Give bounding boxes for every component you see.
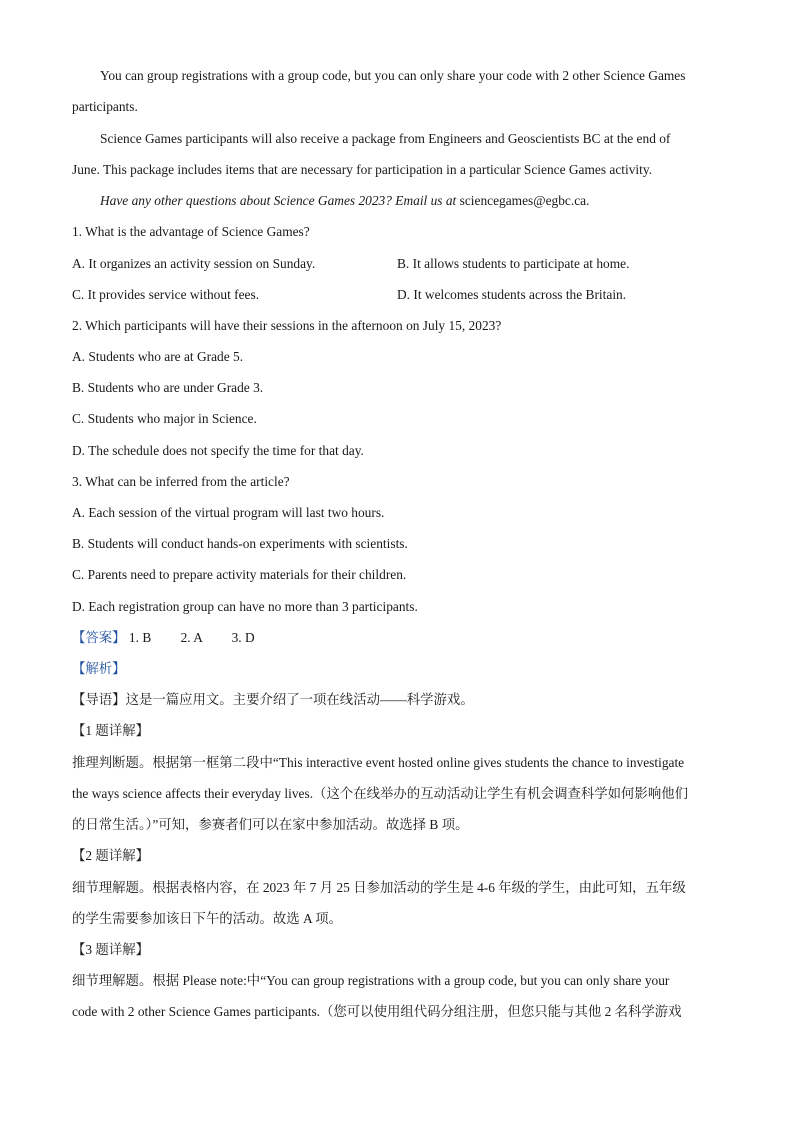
q2-detail-line: 的学生需要参加该日下午的活动。故选 A 项。 xyxy=(72,911,343,926)
option-d: D. It welcomes students across the Britain. xyxy=(397,287,627,302)
answer-item: 2. A xyxy=(180,630,203,645)
answer-label: 【答案】 xyxy=(72,630,126,645)
q1-detail-line: the ways science affects their everyday lives.（这个在线举办的互动活动让学生有机会调查科学如何影响他们 xyxy=(72,786,688,801)
answer-row xyxy=(72,629,255,647)
option-c: C. Parents need to prepare activity materials for their children. xyxy=(72,567,407,582)
passage-italic-text: Have any other questions about Science Games 2023? Email us at xyxy=(100,193,457,208)
guide-row xyxy=(72,691,474,709)
q1-detail-label: 【1 题详解】 xyxy=(72,723,149,738)
q3-detail-line: 细节理解题。根据 Please note:中“You can group registrations with a group code, but you can only share your xyxy=(72,973,670,988)
passage-line xyxy=(100,192,589,210)
answer-item: 3. D xyxy=(231,630,255,645)
q1-detail-line: 的日常生活。）”可知，参赛者们可以在家中参加活动。故选择 B 项。 xyxy=(72,817,469,832)
passage-line: Science Games participants will also receive a package from Engineers and Geoscientists BC at the end of xyxy=(100,131,671,146)
guide-text: 这是一篇应用文。主要介绍了一项在线活动——科学游戏。 xyxy=(125,692,474,707)
question-stem: 1. What is the advantage of Science Games? xyxy=(72,224,310,239)
option-a: A. It organizes an activity session on Sunday. xyxy=(72,256,316,271)
passage-line: June. This package includes items that are necessary for participation in a particular Science Games activity. xyxy=(72,162,653,177)
q2-detail-line: 细节理解题。根据表格内容，在 2023 年 7 月 25 日参加活动的学生是 4-6 年级的学生，由此可知，五年级 xyxy=(72,880,686,895)
option-b: B. Students who are under Grade 3. xyxy=(72,380,264,395)
q1-detail-line: 推理判断题。根据第一框第二段中“This interactive event hosted online gives students the chance to investigate xyxy=(72,755,685,770)
q2-detail-label: 【2 题详解】 xyxy=(72,848,149,863)
passage-line: participants. xyxy=(72,99,138,114)
q3-detail-line: code with 2 other Science Games participants.（您可以使用组代码分组注册，但您只能与其他 2 名科学游戏 xyxy=(72,1004,682,1019)
q3-detail-label: 【3 题详解】 xyxy=(72,942,149,957)
option-d: D. The schedule does not specify the time for that day. xyxy=(72,443,364,458)
option-a: A. Students who are at Grade 5. xyxy=(72,349,244,364)
option-b: B. It allows students to participate at home. xyxy=(397,256,630,271)
email-link[interactable]: sciencegames@egbc.ca. xyxy=(459,193,590,208)
option-a: A. Each session of the virtual program will last two hours. xyxy=(72,505,385,520)
option-c: C. Students who major in Science. xyxy=(72,411,257,426)
answer-item: 1. B xyxy=(128,630,152,645)
option-c: C. It provides service without fees. xyxy=(72,287,260,302)
question-stem: 2. Which participants will have their sessions in the afternoon on July 15, 2023? xyxy=(72,318,502,333)
guide-label: 【导语】 xyxy=(72,692,126,707)
option-d: D. Each registration group can have no more than 3 participants. xyxy=(72,599,418,614)
analysis-label: 【解析】 xyxy=(72,661,126,676)
question-stem: 3. What can be inferred from the article? xyxy=(72,474,290,489)
option-b: B. Students will conduct hands-on experiments with scientists. xyxy=(72,536,408,551)
passage-line: You can group registrations with a group code, but you can only share your code with 2 other Science Games xyxy=(100,68,686,83)
